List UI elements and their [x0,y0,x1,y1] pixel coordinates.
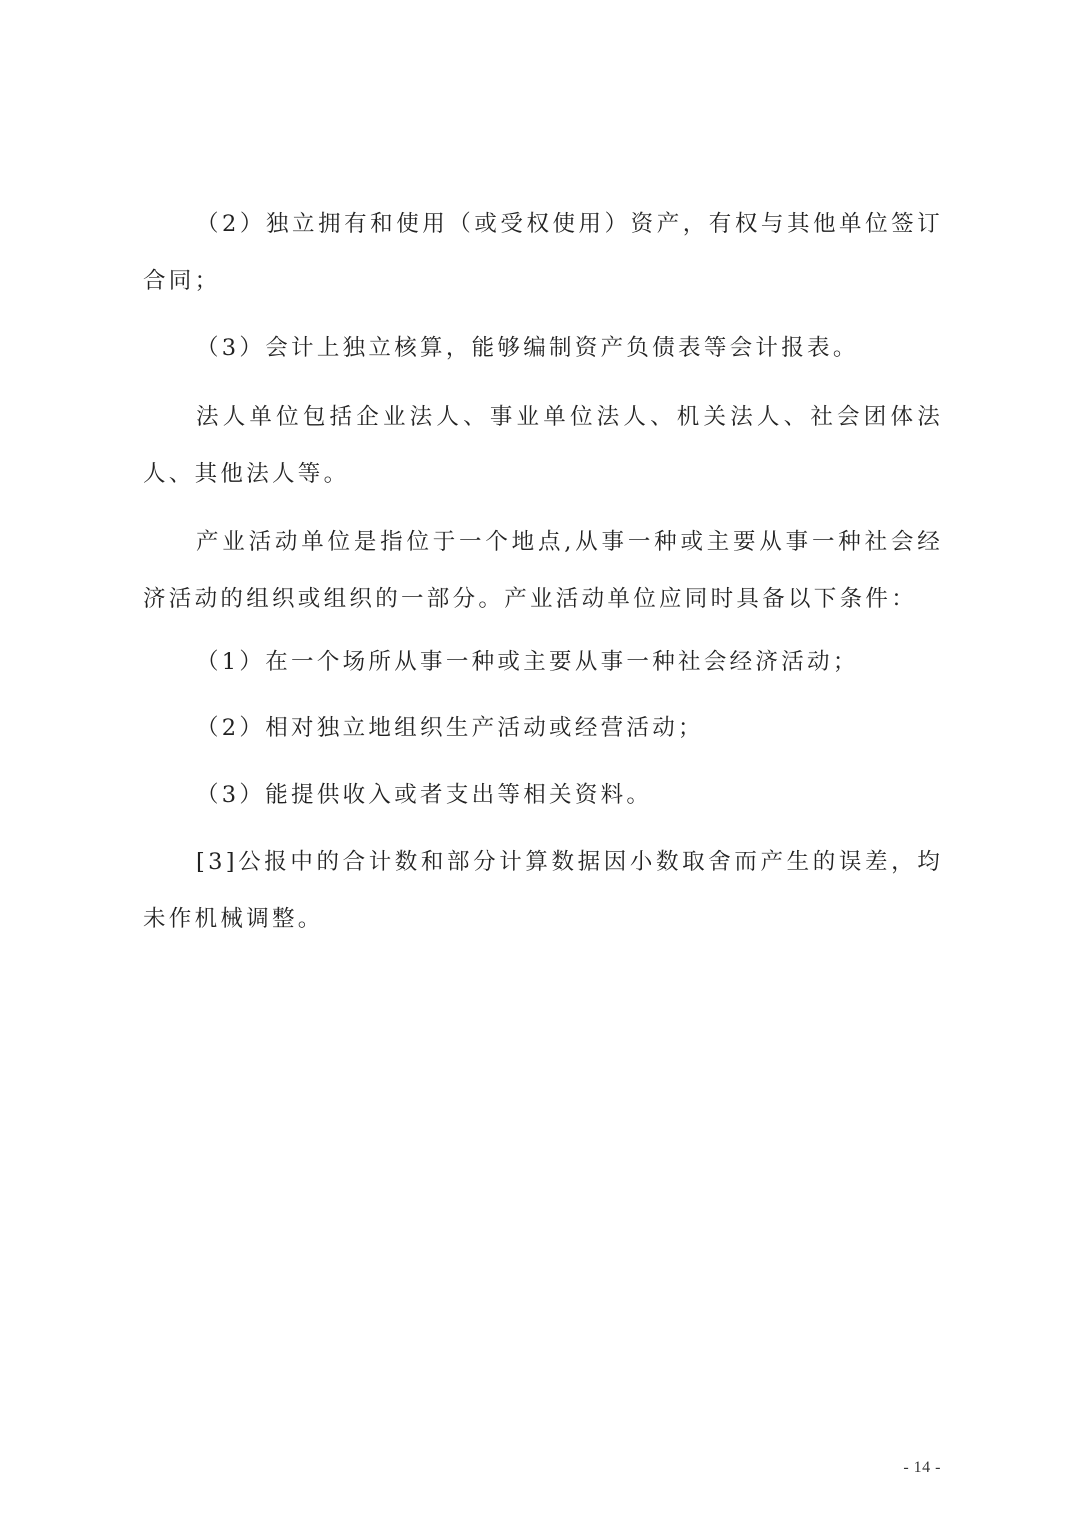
paragraph-legal-unit-types: 法人单位包括企业法人、事业单位法人、机关法人、社会团体法人、其他法人等。 [143,404,943,487]
paragraph-legal-unit-condition-2: （2）独立拥有和使用（或受权使用）资产，有权与其他单位签订合同； [143,211,943,294]
paragraph-activity-unit-definition: 产业活动单位是指位于一个地点,从事一种或主要从事一种社会经济活动的组织或组织的一部分。产业活动单位应同时具备以下条件： [143,529,943,612]
footnote-rounding: [3]公报中的合计数和部分计算数据因小数取舍而产生的误差，均未作机械调整。 [143,849,943,932]
page-number: - 14 - [903,1459,941,1476]
paragraph-activity-unit-condition-2: （2）相对独立地组织生产活动或经营活动； [196,715,704,741]
paragraph-activity-unit-condition-1: （1）在一个场所从事一种或主要从事一种社会经济活动； [196,649,859,675]
paragraph-legal-unit-condition-3: （3）会计上独立核算，能够编制资产负债表等会计报表。 [196,335,859,361]
paragraph-activity-unit-condition-3: （3）能提供收入或者支出等相关资料。 [196,782,653,808]
